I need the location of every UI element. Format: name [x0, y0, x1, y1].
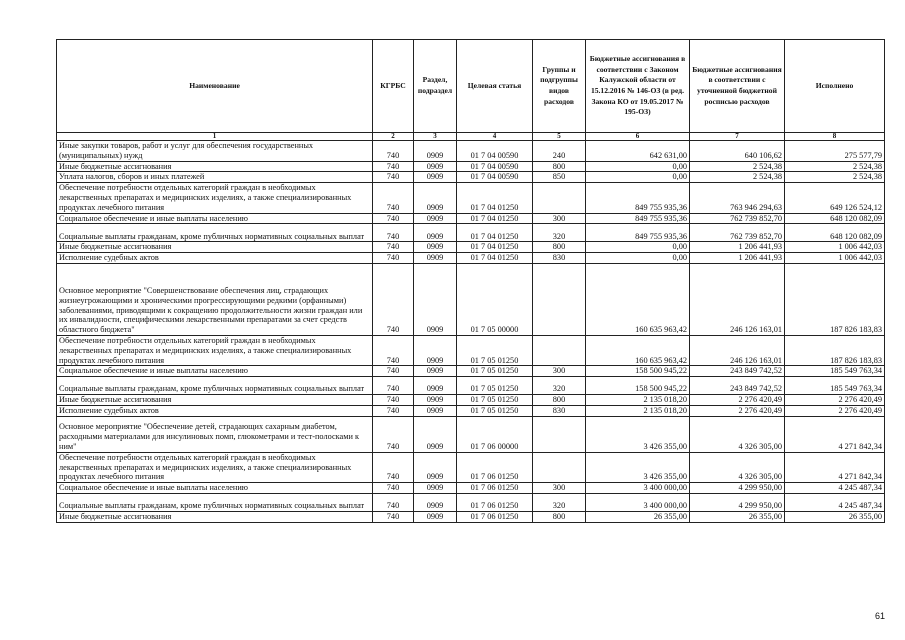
row-name: Иные закупки товаров, работ и услуг для обеспечения государственных (муниципальных) нужд [57, 141, 373, 162]
row-executed: 2 276 420,49 [785, 405, 885, 416]
row-target: 01 7 04 01250 [457, 213, 533, 224]
row-section: 0909 [414, 224, 457, 242]
row-section: 0909 [414, 416, 457, 452]
row-budget-law: 0,00 [586, 253, 690, 264]
row-executed: 648 120 082,09 [785, 224, 885, 242]
row-section: 0909 [414, 511, 457, 522]
row-section: 0909 [414, 183, 457, 213]
row-ktrbs: 740 [373, 172, 414, 183]
row-group: 830 [533, 253, 586, 264]
row-name: Обеспечение потребности отдельных категорий граждан в необходимых лекарственных препаратах и медицинских изделиях, а также специализированных продуктах лечебного питания [57, 335, 373, 365]
row-ktrbs: 740 [373, 452, 414, 482]
row-target: 01 7 06 01250 [457, 452, 533, 482]
row-target: 01 7 04 00590 [457, 161, 533, 172]
table-row [57, 377, 885, 395]
table-row [57, 335, 885, 365]
table-row [57, 395, 885, 406]
row-target: 01 7 05 01250 [457, 395, 533, 406]
row-name: Социальное обеспечение и иные выплаты населению [57, 366, 373, 377]
row-budget-refined: 1 206 441,93 [690, 242, 785, 253]
row-target: 01 7 04 00590 [457, 141, 533, 162]
row-group [533, 452, 586, 482]
row-section: 0909 [414, 335, 457, 365]
row-ktrbs: 740 [373, 483, 414, 494]
row-budget-refined: 2 276 420,49 [690, 395, 785, 406]
row-group: 800 [533, 511, 586, 522]
table-header-row [57, 40, 885, 133]
row-budget-law: 3 400 000,00 [586, 493, 690, 511]
row-executed: 2 524,38 [785, 172, 885, 183]
row-name: Социальное обеспечение и иные выплаты населению [57, 483, 373, 494]
header-executed: Исполнено [785, 40, 885, 133]
row-name: Исполнение судебных актов [57, 405, 373, 416]
row-section: 0909 [414, 161, 457, 172]
row-section: 0909 [414, 366, 457, 377]
row-group [533, 183, 586, 213]
row-executed: 275 577,79 [785, 141, 885, 162]
row-ktrbs: 740 [373, 416, 414, 452]
row-ktrbs: 740 [373, 395, 414, 406]
row-ktrbs: 740 [373, 366, 414, 377]
budget-table [56, 39, 885, 523]
row-executed: 2 276 420,49 [785, 395, 885, 406]
row-target: 01 7 04 01250 [457, 224, 533, 242]
row-budget-refined: 762 739 852,70 [690, 213, 785, 224]
table-row [57, 172, 885, 183]
row-group: 240 [533, 141, 586, 162]
table-row [57, 213, 885, 224]
row-budget-law: 158 500 945,22 [586, 366, 690, 377]
row-budget-refined: 4 299 950,00 [690, 483, 785, 494]
row-budget-law: 160 635 963,42 [586, 263, 690, 335]
row-target: 01 7 04 01250 [457, 253, 533, 264]
row-ktrbs: 740 [373, 141, 414, 162]
row-ktrbs: 740 [373, 224, 414, 242]
row-budget-refined: 4 326 305,00 [690, 452, 785, 482]
row-section: 0909 [414, 253, 457, 264]
row-target: 01 7 06 01250 [457, 483, 533, 494]
row-target: 01 7 04 01250 [457, 242, 533, 253]
row-name: Иные бюджетные ассигнования [57, 511, 373, 522]
row-target: 01 7 05 01250 [457, 377, 533, 395]
row-name: Социальные выплаты гражданам, кроме публичных нормативных социальных выплат [57, 377, 373, 395]
row-ktrbs: 740 [373, 213, 414, 224]
column-number: 1 [57, 133, 373, 141]
row-executed: 648 120 082,09 [785, 213, 885, 224]
row-executed: 4 245 487,34 [785, 483, 885, 494]
row-group: 800 [533, 242, 586, 253]
row-group: 320 [533, 224, 586, 242]
header-budget-refined: Бюджетные ассигнования в соответствии с уточненной бюджетной росписью расходов [690, 40, 785, 133]
row-budget-refined: 4 326 305,00 [690, 416, 785, 452]
row-budget-law: 849 755 935,36 [586, 224, 690, 242]
row-group: 800 [533, 395, 586, 406]
row-name: Иные бюджетные ассигнования [57, 161, 373, 172]
row-budget-law: 0,00 [586, 172, 690, 183]
row-budget-refined: 4 299 950,00 [690, 493, 785, 511]
row-budget-refined: 246 126 163,01 [690, 263, 785, 335]
row-executed: 185 549 763,34 [785, 366, 885, 377]
row-budget-refined: 2 524,38 [690, 161, 785, 172]
column-number: 4 [457, 133, 533, 141]
row-budget-refined: 2 524,38 [690, 172, 785, 183]
row-budget-refined: 246 126 163,01 [690, 335, 785, 365]
header-group: Группы и подгруппы видов расходов [533, 40, 586, 133]
header-budget-law: Бюджетные ассигнования в соответствии с Законом Калужской области от 15.12.2016 № 146-ОЗ (в ред. Закона КО от 19.05.2017 № 195-ОЗ) [586, 40, 690, 133]
row-target: 01 7 05 01250 [457, 335, 533, 365]
table-row [57, 483, 885, 494]
row-target: 01 7 04 00590 [457, 172, 533, 183]
row-section: 0909 [414, 483, 457, 494]
row-group [533, 416, 586, 452]
row-name: Социальные выплаты гражданам, кроме публичных нормативных социальных выплат [57, 224, 373, 242]
row-budget-refined: 762 739 852,70 [690, 224, 785, 242]
row-section: 0909 [414, 263, 457, 335]
row-target: 01 7 06 01250 [457, 493, 533, 511]
row-budget-law: 3 426 355,00 [586, 452, 690, 482]
column-number: 6 [586, 133, 690, 141]
table-row [57, 183, 885, 213]
row-budget-refined: 763 946 294,63 [690, 183, 785, 213]
row-budget-refined: 640 106,62 [690, 141, 785, 162]
row-target: 01 7 05 01250 [457, 366, 533, 377]
row-budget-law: 849 755 935,36 [586, 183, 690, 213]
row-target: 01 7 05 01250 [457, 405, 533, 416]
row-budget-law: 849 755 935,36 [586, 213, 690, 224]
row-budget-law: 3 426 355,00 [586, 416, 690, 452]
row-section: 0909 [414, 141, 457, 162]
row-ktrbs: 740 [373, 405, 414, 416]
column-number: 7 [690, 133, 785, 141]
row-budget-law: 0,00 [586, 161, 690, 172]
table-row [57, 242, 885, 253]
row-executed: 2 524,38 [785, 161, 885, 172]
row-executed: 1 006 442,03 [785, 242, 885, 253]
row-section: 0909 [414, 405, 457, 416]
row-budget-law: 158 500 945,22 [586, 377, 690, 395]
row-group: 320 [533, 493, 586, 511]
table-row [57, 161, 885, 172]
row-name: Основное мероприятие "Совершенствование обеспечения лиц, страдающих жизнеугрожающими и хроническими прогрессирующими редкими (орфанными) заболеваниями, приводящими к сокращению продолжительности жизни граждан или их инвалидности, специфическими лекарственными препаратами за счет средств областного бюджета" [57, 263, 373, 335]
budget-table-sheet [56, 39, 884, 523]
row-section: 0909 [414, 213, 457, 224]
table-row [57, 493, 885, 511]
table-row [57, 452, 885, 482]
row-name: Обеспечение потребности отдельных категорий граждан в необходимых лекарственных препаратах и медицинских изделиях, а также специализированных продуктах лечебного питания [57, 452, 373, 482]
row-ktrbs: 740 [373, 263, 414, 335]
row-name: Основное мероприятие "Обеспечение детей, страдающих сахарным диабетом, расходными материалами для инсулиновых помп, глюкометрами и тест-полосками к ним" [57, 416, 373, 452]
row-group: 300 [533, 213, 586, 224]
row-executed: 649 126 524,12 [785, 183, 885, 213]
row-group [533, 263, 586, 335]
row-section: 0909 [414, 452, 457, 482]
row-section: 0909 [414, 242, 457, 253]
row-ktrbs: 740 [373, 493, 414, 511]
header-name: Наименование [57, 40, 373, 133]
row-ktrbs: 740 [373, 253, 414, 264]
row-budget-refined: 26 355,00 [690, 511, 785, 522]
row-group [533, 335, 586, 365]
header-target: Целевая статья [457, 40, 533, 133]
row-budget-law: 2 135 018,20 [586, 405, 690, 416]
table-row [57, 511, 885, 522]
row-executed: 1 006 442,03 [785, 253, 885, 264]
row-name: Обеспечение потребности отдельных категорий граждан в необходимых лекарственных препаратах и медицинских изделиях, а также специализированных продуктах лечебного питания [57, 183, 373, 213]
row-name: Исполнение судебных актов [57, 253, 373, 264]
header-ktrbs: КГРБС [373, 40, 414, 133]
row-executed: 4 271 842,34 [785, 452, 885, 482]
row-ktrbs: 740 [373, 161, 414, 172]
row-ktrbs: 740 [373, 242, 414, 253]
column-number: 5 [533, 133, 586, 141]
row-budget-refined: 2 276 420,49 [690, 405, 785, 416]
row-ktrbs: 740 [373, 335, 414, 365]
row-budget-refined: 243 849 742,52 [690, 377, 785, 395]
column-number-row [57, 133, 885, 141]
row-executed: 187 826 183,83 [785, 335, 885, 365]
row-budget-refined: 243 849 742,52 [690, 366, 785, 377]
table-body [57, 141, 885, 523]
row-ktrbs: 740 [373, 377, 414, 395]
column-number: 2 [373, 133, 414, 141]
row-budget-law: 3 400 000,00 [586, 483, 690, 494]
row-executed: 187 826 183,83 [785, 263, 885, 335]
row-section: 0909 [414, 172, 457, 183]
row-target: 01 7 06 01250 [457, 511, 533, 522]
row-budget-law: 0,00 [586, 242, 690, 253]
row-executed: 26 355,00 [785, 511, 885, 522]
row-name: Иные бюджетные ассигнования [57, 395, 373, 406]
table-row [57, 141, 885, 162]
row-target: 01 7 05 00000 [457, 263, 533, 335]
row-section: 0909 [414, 395, 457, 406]
row-target: 01 7 06 00000 [457, 416, 533, 452]
row-budget-refined: 1 206 441,93 [690, 253, 785, 264]
row-budget-law: 26 355,00 [586, 511, 690, 522]
row-group: 300 [533, 366, 586, 377]
row-name: Иные бюджетные ассигнования [57, 242, 373, 253]
table-row [57, 416, 885, 452]
row-group: 320 [533, 377, 586, 395]
row-group: 300 [533, 483, 586, 494]
row-group: 830 [533, 405, 586, 416]
table-row [57, 405, 885, 416]
row-section: 0909 [414, 377, 457, 395]
row-name: Уплата налогов, сборов и иных платежей [57, 172, 373, 183]
row-name: Социальное обеспечение и иные выплаты населению [57, 213, 373, 224]
row-group: 850 [533, 172, 586, 183]
row-name: Социальные выплаты гражданам, кроме публичных нормативных социальных выплат [57, 493, 373, 511]
table-row [57, 224, 885, 242]
table-row [57, 263, 885, 335]
page-number: 61 [874, 611, 885, 621]
row-executed: 4 271 842,34 [785, 416, 885, 452]
row-budget-law: 160 635 963,42 [586, 335, 690, 365]
row-group: 800 [533, 161, 586, 172]
row-ktrbs: 740 [373, 511, 414, 522]
row-budget-law: 642 631,00 [586, 141, 690, 162]
row-executed: 4 245 487,34 [785, 493, 885, 511]
row-executed: 185 549 763,34 [785, 377, 885, 395]
row-budget-law: 2 135 018,20 [586, 395, 690, 406]
column-number: 8 [785, 133, 885, 141]
header-section: Раздел, подраздел [414, 40, 457, 133]
table-row [57, 366, 885, 377]
table-row [57, 253, 885, 264]
row-target: 01 7 04 01250 [457, 183, 533, 213]
row-section: 0909 [414, 493, 457, 511]
column-number: 3 [414, 133, 457, 141]
row-ktrbs: 740 [373, 183, 414, 213]
